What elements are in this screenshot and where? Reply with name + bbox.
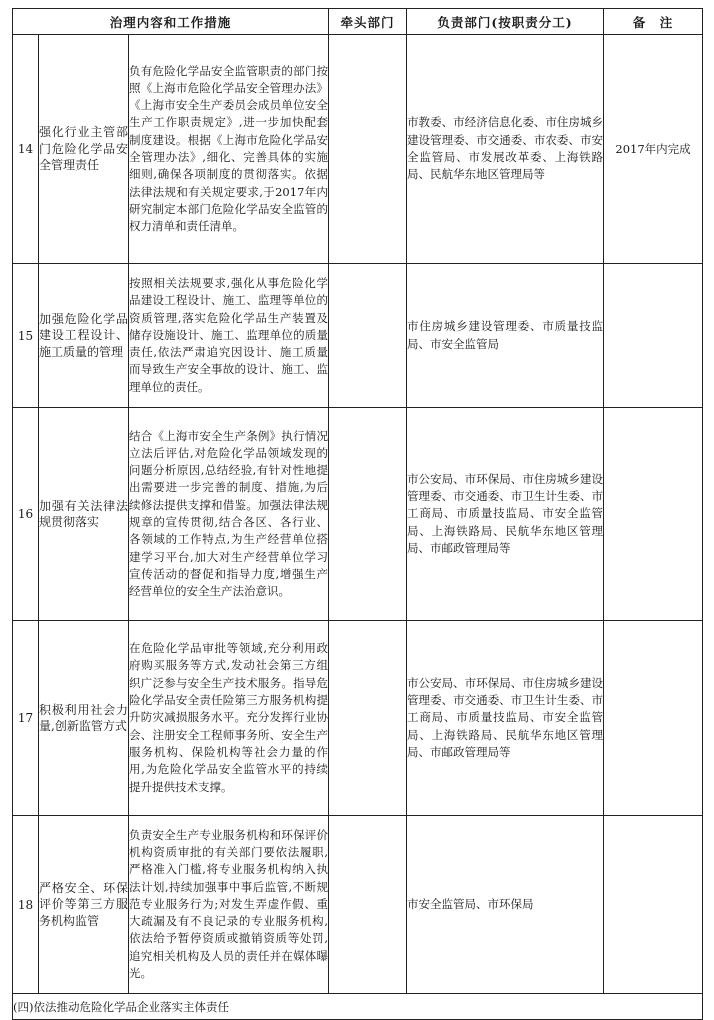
row-measure: 结合《上海市安全生产条例》执行情况立法后评估,对危险化学品领域发现的问题分析原因,总结经验,有针对性地提出需要进一步完善的制度、措施,为后续修法提供支撑和借鉴。加强法律法规规章的宣传贯彻,结合各区、各行业、各领域的工作特点,为生产经营单位搭建学习平台,加大对生产经营单位学习宣传活动的督促和指导力度,增强生产经营单位的安全生产法治意识。 (129, 408, 329, 621)
row-note (604, 408, 703, 621)
row-lead-dept (329, 816, 407, 994)
table-row (13, 264, 703, 408)
row-item: 强化行业主管部门危险化学品安全管理责任 (39, 35, 129, 264)
row-measure: 负责安全生产专业服务机构和环保评价机构资质审批的有关部门要依法履职,严格准入门槛,将专业服务机构纳入执法计划,持续加强事中事后监管,不断规范专业服务行为;对发生弄虚作假、重大疏漏及有不良记录的专业服务机构,依法给予暂停资质或撤销资质等处罚,追究相关机构及人员的责任并在媒体曝光。 (129, 816, 329, 994)
table-row (13, 621, 703, 816)
row-note (604, 621, 703, 816)
row-number: 17 (13, 621, 39, 816)
row-number: 15 (13, 264, 39, 408)
row-note: 2017年内完成 (604, 35, 703, 264)
row-measure: 按照相关法规要求,强化从事危险化学品建设工程设计、施工、监理等单位的资质管理,落实危险化学品生产装置及储存设施设计、施工、监理单位的质量责任,依法严肃追究因设计、施工质量而导致生产安全事故的设计、施工、监理单位的责任。 (129, 264, 329, 408)
row-responsible-dept: 市教委、市经济信息化委、市住房城乡建设管理委、市交通委、市农委、市安全监管局、市发展改革委、上海铁路局、民航华东地区管理局等 (407, 35, 604, 264)
header-responsible-dept: 负责部门(按职责分工) (407, 9, 604, 35)
header-note: 备 注 (604, 9, 703, 35)
table-row (13, 35, 703, 264)
header-lead-dept: 牵头部门 (329, 9, 407, 35)
table-row (13, 816, 703, 994)
row-responsible-dept: 市住房城乡建设管理委、市质量技监局、市安全监管局 (407, 264, 604, 408)
row-lead-dept (329, 621, 407, 816)
row-responsible-dept: 市公安局、市环保局、市住房城乡建设管理委、市交通委、市卫生计生委、市工商局、市质量技监局、市安全监管局、上海铁路局、民航华东地区管理局、市邮政管理局等 (407, 408, 604, 621)
row-note (604, 816, 703, 994)
row-item: 积极利用社会力量,创新监管方式 (39, 621, 129, 816)
row-responsible-dept: 市安全监管局、市环保局 (407, 816, 604, 994)
row-number: 16 (13, 408, 39, 621)
row-note (604, 264, 703, 408)
row-measure: 负有危险化学品安全监管职责的部门按照《上海市危险化学品安全管理办法》《上海市安全生产委员会成员单位安全生产工作职责规定》,进一步加快配套制度建设。根据《上海市危险化学品安全管理办法》,细化、完善具体的实施细则,确保各项制度的贯彻落实。依据法律法规和有关规定要求,于2017年内研究制定本部门危险化学品安全监管的权力清单和责任清单。 (129, 35, 329, 264)
row-lead-dept (329, 264, 407, 408)
row-item: 严格安全、环保评价等第三方服务机构监管 (39, 816, 129, 994)
section-heading: (四)依法推动危险化学品企业落实主体责任 (13, 994, 703, 1020)
row-responsible-dept: 市公安局、市环保局、市住房城乡建设管理委、市交通委、市卫生计生委、市工商局、市质量技监局、市安全监管局、上海铁路局、民航华东地区管理局、市邮政管理局等 (407, 621, 604, 816)
row-lead-dept (329, 408, 407, 621)
row-lead-dept (329, 35, 407, 264)
row-item: 加强有关法律法规贯彻落实 (39, 408, 129, 621)
measures-table (12, 8, 703, 1020)
row-measure: 在危险化学品审批等领域,充分利用政府购买服务等方式,发动社会第三方组织广泛参与安全生产技术服务。指导危险化学品安全责任险第三方服务机构提升防灾减损服务水平。充分发挥行业协会、注册安全工程师事务所、安全生产服务机构、保险机构等社会力量的作用,为危险化学品安全监管水平的持续提升提供技术支撑。 (129, 621, 329, 816)
row-item: 加强危险化学品建设工程设计、施工质量的管理 (39, 264, 129, 408)
header-row (13, 9, 703, 35)
row-number: 18 (13, 816, 39, 994)
section-row (13, 994, 703, 1020)
header-content: 治理内容和工作措施 (13, 9, 329, 35)
table-row (13, 408, 703, 621)
row-number: 14 (13, 35, 39, 264)
